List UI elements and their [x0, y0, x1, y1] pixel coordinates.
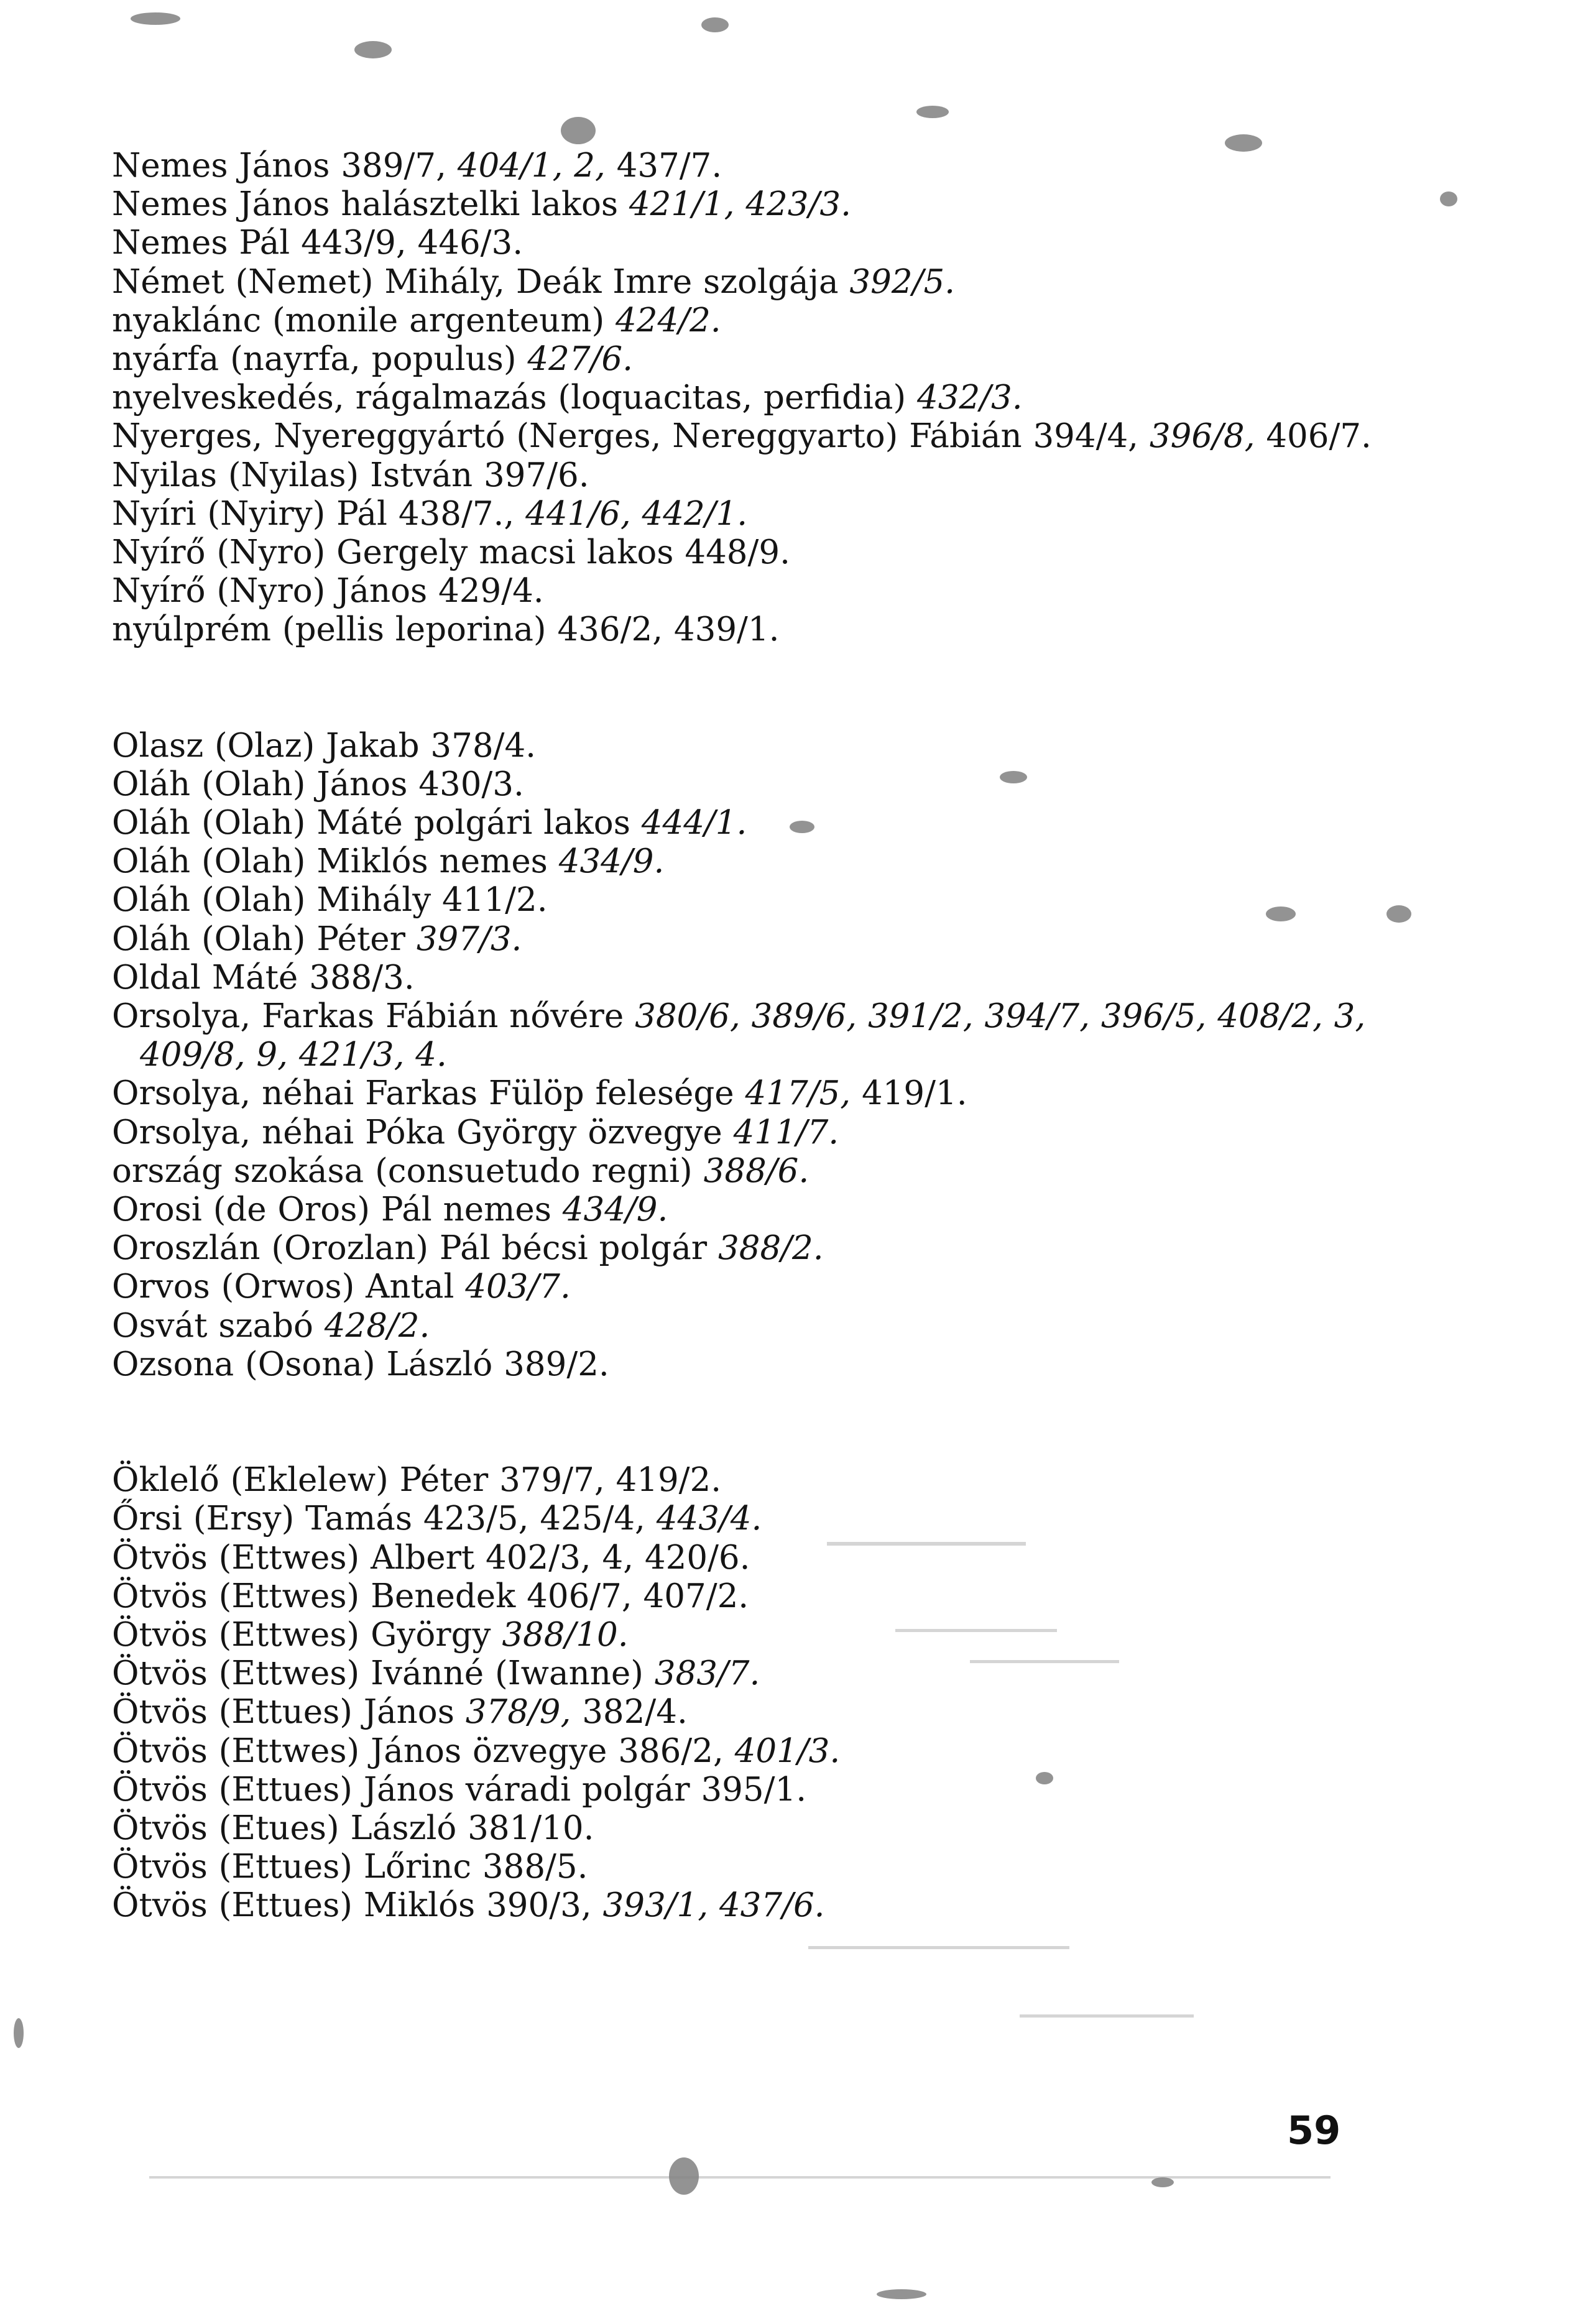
entry-text: Oláh (Olah) Péter — [112, 920, 417, 958]
index-entry — [112, 1886, 1480, 1925]
entry-text: Orsolya, Farkas Fábián nővére — [112, 997, 635, 1036]
entry-text: 404/1, 2, — [457, 147, 606, 185]
entry-text: 388/6. — [703, 1151, 810, 1190]
entry-text: Ötvös (Ettwes) Benedek 406/7, 407/2. — [112, 1577, 749, 1615]
entry-text: Öklelő (Eklelew) Péter 379/7, 419/2. — [112, 1461, 722, 1500]
index-entry — [112, 1461, 1480, 1500]
entry-text: Ötvös (Ettwes) György — [112, 1615, 502, 1654]
index-entry — [112, 572, 1480, 611]
entry-text: Nyerges, Nyereggyártó (Nerges, Nereggyarto) Fábián 394/4, — [112, 417, 1150, 456]
entry-text: Oláh (Olah) Mihály 411/2. — [112, 881, 548, 920]
entry-text: Ötvös (Ettwes) Ivánné (Iwanne) — [112, 1654, 655, 1693]
index-entry — [112, 1616, 1480, 1654]
index-entry — [112, 1191, 1480, 1229]
entry-text: Oláh (Olah) Miklós nemes — [112, 842, 559, 881]
entry-text: Orsolya, néhai Póka György özvegye — [112, 1113, 734, 1151]
entry-text: Nyírő (Nyro) János 429/4. — [112, 572, 544, 611]
index-entry — [112, 1152, 1480, 1191]
entry-text: 403/7. — [465, 1268, 571, 1306]
entry-text: Olasz (Olaz) Jakab 378/4. — [112, 726, 537, 765]
entry-text: Ötvös (Ettues) János — [112, 1693, 466, 1732]
entry-text: ország szokása (consuetudo regni) — [112, 1151, 704, 1190]
entry-text: Német (Nemet) Mihály, Deák Imre szolgája — [112, 262, 850, 301]
index-entry — [112, 959, 1480, 997]
index-entry — [112, 340, 1480, 379]
entry-text: 382/4. — [571, 1693, 688, 1732]
entry-text: 392/5. — [849, 262, 956, 301]
entry-text: Osvát szabó — [112, 1306, 325, 1345]
index-entry — [112, 842, 1480, 881]
entry-text: Ötvös (Ettues) Lőrinc 388/5. — [112, 1848, 588, 1886]
index-entry — [112, 765, 1480, 804]
index-entry — [112, 417, 1480, 456]
index-entry — [112, 1577, 1480, 1616]
entry-text: 434/9. — [562, 1191, 668, 1229]
entry-text: Ötvös (Ettwes) Albert 402/3, 4, 420/6. — [112, 1538, 750, 1577]
index-entry — [112, 1809, 1480, 1848]
entry-text: Ötvös (Ettues) Miklós 390/3, — [112, 1886, 603, 1925]
index-entry — [112, 1500, 1480, 1538]
entry-text: 437/7. — [605, 147, 722, 185]
entry-text: 427/6. — [527, 340, 633, 379]
entry-text: nyaklánc (monile argenteum) — [112, 301, 616, 339]
index-column — [112, 147, 1480, 1926]
index-entry — [112, 727, 1480, 765]
entry-text: Ötvös (Ettwes) János özvegye 386/2, — [112, 1732, 735, 1770]
index-entry — [112, 185, 1480, 224]
entry-text: Orosi (de Oros) Pál nemes — [112, 1191, 563, 1229]
entry-text: 434/9. — [558, 842, 665, 881]
entry-text: 401/3. — [734, 1732, 841, 1770]
index-entry — [112, 1345, 1480, 1384]
entry-text: 417/5, — [745, 1074, 851, 1113]
section-gap — [112, 1384, 1480, 1461]
index-entry — [112, 1074, 1480, 1113]
entry-text: 424/2. — [616, 301, 721, 339]
entry-text: Nemes János 389/7, — [112, 147, 458, 185]
entry-text: 378/9, — [465, 1693, 571, 1732]
index-entry — [112, 1654, 1480, 1693]
entry-text: Nyíri (Nyiry) Pál 438/7., — [112, 494, 526, 533]
entry-text: 432/3. — [917, 379, 1023, 417]
entry-text: Nyírő (Nyro) Gergely macsi lakos 448/9. — [112, 533, 790, 572]
index-entry — [112, 1539, 1480, 1577]
entry-text: 388/10. — [502, 1615, 629, 1654]
index-entry — [112, 1771, 1480, 1809]
entry-text: 380/6, 389/6, 391/2, 394/7, 396/5, 408/2, 3, 409/8, 9, 421/3, 4. — [140, 997, 1366, 1074]
index-entry — [112, 302, 1480, 340]
index-entry — [112, 456, 1480, 495]
entry-text: Nemes Pál 443/9, 446/3. — [112, 224, 524, 262]
index-entry — [112, 1732, 1480, 1771]
index-entry — [112, 920, 1480, 959]
entry-text: 441/6, 442/1. — [525, 494, 748, 533]
entry-text: Ozsona (Osona) László 389/2. — [112, 1345, 609, 1383]
page-number: 59 — [1287, 2108, 1341, 2153]
entry-text: nyárfa (nayrfa, populus) — [112, 340, 528, 379]
entry-text: Orsolya, néhai Farkas Fülöp felesége — [112, 1074, 745, 1113]
entry-text: 388/2. — [718, 1229, 824, 1268]
entry-text: 421/1, 423/3. — [629, 185, 851, 224]
entry-text: 419/1. — [851, 1074, 967, 1113]
entry-text: Nemes János halásztelki lakos — [112, 185, 629, 224]
entry-text: Ötvös (Etues) László 381/10. — [112, 1809, 594, 1847]
entry-text: Orvos (Orwos) Antal — [112, 1268, 466, 1306]
entry-text: 443/4. — [656, 1500, 762, 1538]
entry-text: Nyilas (Nyilas) István 397/6. — [112, 456, 589, 494]
entry-text: Ötvös (Ettues) János váradi polgár 395/1. — [112, 1770, 807, 1809]
entry-text: 393/1, 437/6. — [602, 1886, 825, 1925]
index-entry — [112, 1307, 1480, 1345]
entry-text: 383/7. — [654, 1654, 760, 1693]
entry-text: 444/1. — [641, 804, 747, 842]
index-entry — [112, 1229, 1480, 1268]
index-entry — [112, 1114, 1480, 1152]
entry-text: nyúlprém (pellis leporina) 436/2, 439/1. — [112, 611, 780, 649]
index-entry — [112, 804, 1480, 842]
index-entry — [112, 997, 1480, 1074]
entry-text: 428/2. — [324, 1306, 430, 1345]
entry-text: Oroszlán (Orozlan) Pál bécsi polgár — [112, 1229, 718, 1268]
entry-text: Őrsi (Ersy) Tamás 423/5, 425/4, — [112, 1500, 657, 1538]
index-entry — [112, 881, 1480, 920]
index-entry — [112, 1848, 1480, 1886]
index-entry — [112, 379, 1480, 417]
section-gap — [112, 650, 1480, 727]
entry-text: 406/7. — [1255, 417, 1372, 456]
entry-text: Oláh (Olah) Máté polgári lakos — [112, 804, 642, 842]
index-entry — [112, 263, 1480, 302]
entry-text: 397/3. — [416, 920, 522, 958]
entry-text: 396/8, — [1149, 417, 1255, 456]
index-entry — [112, 1693, 1480, 1732]
entry-text: 411/7. — [733, 1113, 839, 1151]
index-entry — [112, 611, 1480, 649]
index-entry — [112, 147, 1480, 185]
index-entry — [112, 1268, 1480, 1306]
entry-text: Oláh (Olah) János 430/3. — [112, 765, 524, 803]
index-entry — [112, 224, 1480, 262]
index-entry — [112, 533, 1480, 572]
index-entry — [112, 495, 1480, 533]
entry-text: nyelveskedés, rágalmazás (loquacitas, perfidia) — [112, 379, 917, 417]
entry-text: Oldal Máté 388/3. — [112, 958, 415, 997]
